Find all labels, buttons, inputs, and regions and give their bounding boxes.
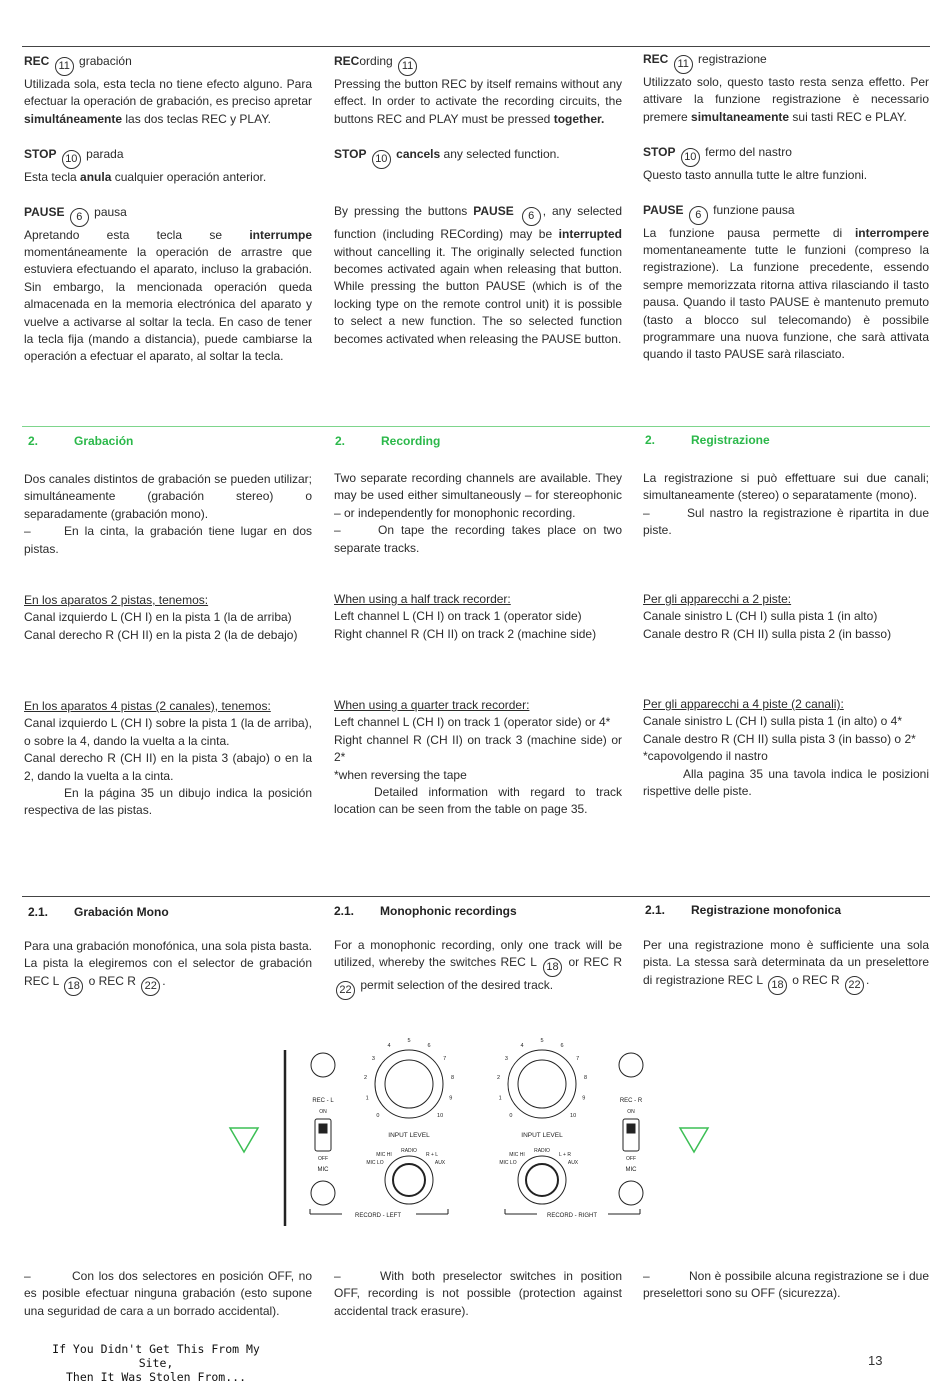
aux-label: AUX (567, 1160, 579, 1166)
paragraph: Canal derecho R (CH II) en la pista 2 (la de debajo) (24, 627, 298, 642)
scale-tick-label: 3 (504, 1056, 508, 1063)
section-title: Recording (381, 434, 441, 448)
paragraph: Left channel L (CH I) on track 1 (operator side) (334, 609, 582, 624)
scale-tick-label: 10 (437, 1113, 444, 1120)
ref-number-badge: 10 (62, 150, 81, 169)
paragraph (24, 1268, 312, 1320)
en-half-track-block (334, 591, 622, 643)
en-section-2-body (334, 470, 622, 557)
it-keys-column (643, 51, 929, 364)
it-rec-text (643, 74, 929, 126)
toggle-lever (627, 1124, 635, 1133)
section-2-rule (22, 426, 930, 427)
mic-hi-label: MIC HI (376, 1152, 392, 1158)
es-rec-heading (24, 53, 312, 76)
dash-marker: – (643, 505, 650, 520)
paragraph (334, 937, 622, 1000)
bold-term: interrumpe (249, 227, 312, 242)
es-pause-heading (24, 204, 312, 227)
it-warning (643, 1268, 929, 1303)
stop-title: parada (86, 147, 124, 162)
bold-term: together. (553, 111, 605, 126)
paragraph (643, 937, 929, 995)
it-pause-heading (643, 202, 929, 225)
section-number: 2.1. (645, 903, 666, 917)
en-rec-text (334, 76, 622, 128)
en-quarter-track-block (334, 697, 622, 819)
ref-number-badge: 11 (398, 57, 417, 76)
scale-tick-label: 2 (496, 1075, 501, 1082)
es-section-2-1-heading (28, 905, 169, 919)
text-run: For a monophonic recording, only one track will be utilized, whereby the switches REC L (334, 938, 622, 970)
selector-cap (393, 1164, 425, 1196)
watermark-line: If You Didn't Get This From My Site, (52, 1342, 260, 1370)
paragraph: Canale destro R (CH II) sulla pista 3 (in basso) o 2* (643, 731, 916, 746)
it-two-track-block (643, 591, 929, 643)
paragraph: Alla pagina 35 una tavola indica le posizioni rispettive delle piste. (643, 766, 929, 799)
dash-marker: – (643, 1269, 650, 1283)
pause-key-label: PAUSE (24, 204, 65, 219)
es-warning (24, 1268, 312, 1320)
rec-title: grabación (79, 54, 132, 68)
bold-term: anula (80, 170, 112, 185)
it-section-2-body (643, 470, 929, 540)
paragraph: Two separate recording channels are available. They may be used either simultaneously – for stereophonic – or independently for monophonic recording. (334, 471, 622, 520)
paragraph: Canal derecho R (CH II) en la pista 3 (abajo) o en la 2, dando la vuelta a la cinta. (24, 751, 312, 783)
aux-label: AUX (434, 1160, 446, 1166)
text-run: las dos teclas REC y PLAY. (125, 111, 272, 126)
text-run: Esta tecla (24, 170, 77, 185)
watermark-note (36, 1342, 276, 1384)
text-run: . (865, 972, 870, 987)
rec-title: registrazione (698, 52, 767, 66)
on-label: ON (627, 1109, 635, 1115)
subheading: When using a half track recorder: (334, 592, 511, 606)
rec-r-label: REC - R (619, 1098, 643, 1104)
scale-tick-label: 5 (407, 1038, 411, 1044)
scale-tick-label: 1 (365, 1095, 369, 1102)
es-stop-heading (24, 146, 312, 169)
ref-number-badge: 6 (522, 207, 541, 226)
en-section-2-1-heading (334, 904, 517, 918)
en-warning (334, 1268, 622, 1320)
section-title: Grabación (74, 434, 134, 448)
rec-l-label: REC - L (312, 1098, 334, 1104)
subheading: En los aparatos 2 pistas, tenemos: (24, 593, 209, 607)
scale-tick-label: 4 (387, 1042, 391, 1049)
text-run: o REC R (88, 973, 136, 988)
scale-tick-label: 0 (509, 1113, 513, 1120)
scale-tick-label: 3 (371, 1056, 375, 1063)
scale-tick-label: 5 (540, 1038, 544, 1044)
en-keys-column (334, 53, 622, 348)
bold-term: simultaneamente (691, 109, 790, 124)
paragraph: En la página 35 un dibujo indica la posición respectiva de las pistas. (24, 786, 312, 818)
radio-label: RADIO (534, 1148, 550, 1154)
text-run: momentaneamente tutte le funzioni (compreso la registrazione). La funzione precedente, essendo sempre memorizzata ritorna attiva rilasciando il tasto pausa. Quando il tasto PAUSE è mantenuto premuto (tasto a blocco sul telecomando) è possibile programmare una nuova funzione, che sarà attivata quando il tasto PAUSE sarà rilasciato. (643, 243, 929, 362)
it-four-track-block (643, 696, 929, 800)
radio-label: RADIO (401, 1148, 417, 1154)
ref-number-badge: 22 (336, 981, 355, 1000)
paragraph: Left channel L (CH I) on track 1 (operator side) or 4* (334, 715, 611, 730)
text-run: cualquier operación anterior. (114, 170, 267, 185)
paragraph: Detailed information with regard to track location can be seen from the table on page 35. (334, 785, 622, 817)
l-plus-r-label: L + R (559, 1152, 571, 1158)
text-run: Per una registrazione mono è sufficiente una sola pista. La stessa sarà determinata da un preselettore di registrazione REC L (643, 938, 929, 987)
bold-term: interrupted (558, 227, 622, 242)
rec-title: ording (359, 54, 393, 68)
right-arrow-icon (680, 1128, 708, 1152)
text-run: o REC R (792, 972, 840, 987)
footnote: *when reversing the tape (334, 767, 467, 782)
text-run: or REC R (568, 955, 622, 970)
es-section-2-1-body (24, 938, 312, 996)
bold-term: cancels (396, 147, 441, 162)
r-plus-l-label: R + L (425, 1152, 439, 1158)
mic-lo-label: MIC LO (366, 1160, 384, 1166)
en-pause-text (334, 203, 622, 348)
subheading: Per gli apparecchi a 4 piste (2 canali): (643, 697, 844, 711)
stop-key-label: STOP (24, 147, 57, 162)
ref-number-badge: 10 (681, 148, 700, 167)
scale-tick-label: 8 (583, 1075, 588, 1082)
watermark-line: Then It Was Stolen From... (65, 1370, 246, 1384)
text-run: Apretando esta tecla se (24, 227, 222, 242)
section-number: 2.1. (28, 905, 49, 919)
pause-key-label: PAUSE (643, 202, 684, 217)
rec-l-button[interactable] (311, 1053, 335, 1077)
text-run: Non è possibile alcuna registrazione se i due preselettori sono su OFF (sicurezza). (643, 1269, 929, 1301)
text-run: Pressing the button REC by itself remains without any effect. In order to activate the recording circuits, the buttons REC and PLAY must be pressed (334, 77, 622, 126)
ref-number-badge: 11 (55, 57, 74, 76)
es-rec-text (24, 76, 312, 128)
paragraph (334, 1268, 622, 1320)
text-run: any selected function. (443, 147, 560, 162)
paragraph: Canale destro R (CH II) sulla pista 2 (in basso) (643, 626, 892, 641)
paragraph: Right channel R (CH II) on track 2 (machine side) (334, 626, 597, 641)
it-stop-text: Questo tasto annulla tutte le altre funzioni. (643, 168, 868, 183)
en-rec-heading (334, 53, 622, 76)
input-level-label: INPUT LEVEL (521, 1132, 563, 1139)
paragraph (643, 505, 929, 540)
paragraph: Right channel R (CH II) on track 3 (machine side) or 2* (334, 732, 622, 765)
section-title: Grabación Mono (74, 905, 169, 919)
text-run: By pressing the buttons (334, 204, 468, 219)
paragraph (24, 523, 312, 558)
record-panel-diagram (220, 1028, 720, 1228)
section-2-1-rule (22, 896, 930, 897)
off-label: OFF (318, 1156, 328, 1162)
section-title: Monophonic recordings (380, 904, 517, 918)
ref-number-badge: 22 (141, 977, 160, 996)
scale-tick-label: 2 (363, 1075, 368, 1082)
es-four-track-block (24, 698, 312, 820)
record-right-label: RECORD - RIGHT (547, 1213, 597, 1219)
pause-key-label: PAUSE (473, 204, 514, 219)
dash-marker: – (334, 523, 341, 538)
pause-title: pausa (94, 204, 127, 219)
off-label: OFF (626, 1156, 636, 1162)
subheading: When using a quarter track recorder: (334, 698, 530, 712)
es-two-track-block (24, 592, 312, 644)
text-run: permit selection of the desired track. (360, 978, 554, 993)
footnote: *capovolgendo il nastro (643, 749, 768, 764)
text-run: On tape the recording takes place on two separate tracks. (334, 523, 622, 555)
ref-number-badge: 22 (845, 976, 864, 995)
left-arrow-icon (230, 1128, 258, 1152)
text-run: , any selected function (including RECording) may be (334, 204, 622, 242)
section-number: 2. (335, 434, 346, 448)
scale-tick-label: 6 (560, 1042, 564, 1049)
it-pause-text (643, 225, 929, 364)
dash-marker: – (24, 1269, 31, 1283)
text-run: La funzione pausa permette di (643, 225, 843, 240)
top-rule (22, 46, 930, 47)
bold-term: simultáneamente (24, 111, 123, 126)
en-section-2-heading (335, 434, 440, 448)
toggle-lever (319, 1124, 327, 1133)
rec-key-label: REC (334, 54, 360, 68)
input-level-label: INPUT LEVEL (388, 1132, 430, 1139)
es-pause-text (24, 227, 312, 366)
stop-key-label: STOP (334, 147, 367, 162)
it-section-2-1-heading (645, 903, 841, 917)
ref-number-badge: 6 (689, 206, 708, 225)
ref-number-badge: 11 (674, 55, 693, 74)
section-title: Registrazione (691, 433, 770, 447)
section-title: Registrazione monofonica (691, 903, 842, 917)
scale-tick-label: 8 (450, 1075, 455, 1082)
stop-key-label: STOP (643, 145, 676, 160)
text-run: Utilizada sola, esta tecla no tiene efecto alguno. Para efectuar la operación de grabación, es preciso apretar (24, 77, 312, 109)
scale-tick-label: 1 (498, 1095, 502, 1102)
scale-tick-label: 7 (443, 1056, 447, 1063)
selector-cap (526, 1164, 558, 1196)
paragraph: Canale sinistro L (CH I) sulla pista 1 (in alto) o 4* (643, 714, 902, 729)
it-section-2-1-body (643, 937, 929, 995)
mic-label: MIC (625, 1167, 637, 1173)
scale-tick-label: 4 (520, 1042, 524, 1049)
paragraph: Canal izquierdo L (CH I) sobre la pista 1 (la de arriba), o sobre la 4, dando la vuelta a la cinta. (24, 716, 312, 748)
it-stop-heading (643, 144, 929, 167)
paragraph: La registrazione si può effettuare sui due canali; simultaneamente (stereo) o separatamente (mono). (643, 471, 929, 503)
scale-tick-label: 6 (427, 1042, 431, 1049)
scale-tick-label: 0 (376, 1113, 380, 1120)
paragraph: Canale sinistro L (CH I) sulla pista 1 (in alto) (643, 609, 878, 624)
record-left-label: RECORD - LEFT (354, 1213, 402, 1219)
page-number: 13 (868, 1353, 883, 1368)
ref-number-badge: 18 (768, 976, 787, 995)
knob-cap (518, 1060, 566, 1108)
pause-title: funzione pausa (713, 202, 795, 217)
subheading: En los aparatos 4 pistas (2 canales), tenemos: (24, 699, 271, 713)
scale-tick-label: 9 (582, 1095, 586, 1102)
paragraph (24, 938, 312, 996)
ref-number-badge: 18 (64, 977, 83, 996)
section-number: 2. (28, 434, 39, 448)
ref-number-badge: 18 (543, 958, 562, 977)
text-run: . (162, 973, 166, 988)
bold-term: interrompere (854, 225, 929, 240)
mic-jack-right[interactable] (619, 1181, 643, 1205)
ref-number-badge: 10 (372, 150, 391, 169)
paragraph: Canal izquierdo L (CH I) en la pista 1 (la de arriba) (24, 610, 292, 625)
es-stop-text (24, 169, 312, 186)
text-run: Sul nastro la registrazione è ripartita in due piste. (643, 505, 929, 538)
text-run: With both preselector switches in position OFF, recording is not possible (protection against accidental track erasure). (334, 1269, 622, 1318)
paragraph (334, 522, 622, 557)
mic-jack-left[interactable] (311, 1181, 335, 1205)
subheading: Per gli apparecchi a 2 piste: (643, 592, 792, 606)
text-run: Con los dos selectores en posición OFF, no es posible efectuar ninguna grabación (esto supone una seguridad de cara a un borrado accidental). (24, 1269, 312, 1318)
ref-number-badge: 6 (70, 208, 89, 227)
it-rec-heading (643, 51, 929, 74)
text-run: Para una grabación monofónica, una sola pista basta. La pista la elegiremos con el selector de grabación REC L (24, 939, 312, 988)
section-number: 2. (645, 433, 656, 447)
es-section-2-body (24, 471, 312, 558)
text-run: momentáneamente la operación de arrastre que estuviera efectuando el aparato, incluso la grabación. Sin embargo, la mencionada operación queda almacenada en la memoria electrónica del aparato y vuelve a activarse al soltar la tecla. En caso de tener la tecla fija (mando a distancia), puede cambiarse la operación a efectuar el aparato, al soltar la tecla. (24, 245, 312, 364)
text-run: Utilizzato solo, questo tasto resta senza effetto. Per attivare la funzione registrazione è necessario premere (643, 75, 929, 124)
it-section-2-heading (645, 433, 770, 447)
text-run: without cancelling it. The originally selected function becomes activated again when releasing that button. While pressing the button PAUSE (which is of the locking type on the remote control unit) it is possible to select a new function. The so selected function becomes activated when releasing the PAUSE button. (334, 244, 622, 346)
section-number: 2.1. (334, 904, 355, 918)
mic-label: MIC (317, 1167, 329, 1173)
text-run: En la cinta, la grabación tiene lugar en dos pistas. (24, 524, 312, 556)
rec-key-label: REC (24, 54, 50, 68)
scale-tick-label: 7 (576, 1056, 580, 1063)
scale-tick-label: 10 (570, 1113, 577, 1120)
mic-lo-label: MIC LO (499, 1160, 517, 1166)
rec-r-button[interactable] (619, 1053, 643, 1077)
stop-title: fermo del nastro (705, 145, 792, 160)
mic-hi-label: MIC HI (509, 1152, 525, 1158)
es-keys-column (24, 53, 312, 366)
dash-marker: – (334, 1269, 341, 1283)
en-stop-line (334, 146, 622, 169)
paragraph (643, 1268, 929, 1303)
scale-tick-label: 9 (449, 1095, 453, 1102)
rec-key-label: REC (643, 52, 669, 66)
text-run: sui tasti REC e PLAY. (792, 109, 907, 124)
knob-cap (385, 1060, 433, 1108)
paragraph: Dos canales distintos de grabación se pueden utilizar; simultáneamente (grabación stereo) o separadamente (grabación mono). (24, 472, 312, 521)
on-label: ON (319, 1109, 327, 1115)
en-section-2-1-body (334, 937, 622, 1000)
dash-marker: – (24, 524, 31, 539)
es-section-2-heading (28, 434, 133, 448)
